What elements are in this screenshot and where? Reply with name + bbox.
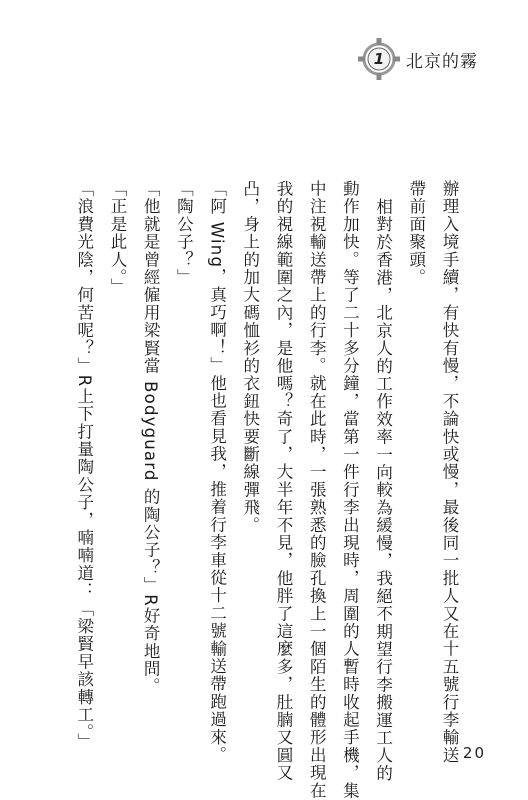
text-column: 我的視線範圍之內，是他嗎？奇了，大半年不見，他胖了這麼多，肚腩又圓又 xyxy=(273,180,293,782)
chapter-badge-icon xyxy=(356,36,402,82)
text-column: 中注視輸送帶上的行李。就在此時，一張熟悉的臉孔換上一個陌生的體形出現在 xyxy=(307,180,327,800)
text-column: 帶前面聚頭。 xyxy=(406,180,426,287)
text-column: 辦理入境手續，有快有慢，不論快或慢，最後同一批人又在十五號行李輸送 xyxy=(440,180,459,765)
text-column: 「正是此人。」 xyxy=(107,180,127,296)
text-column: 「他就是曾經僱用梁賢當 Bodyguard 的陶公子？」R好奇地問。 xyxy=(141,180,161,696)
body-text xyxy=(68,180,466,800)
text-column: 動作加快。等了二十多分鐘，當第一件行李出現時，周圍的人暫時收起手機，集 xyxy=(340,180,360,800)
text-column: 相對於香港，北京人的工作效率一向較為緩慢，我絕不期望行李搬運工人的 xyxy=(373,198,393,783)
chapter-title: 北京的霧 xyxy=(406,51,478,72)
text-column: 「浪費光陰，何苦呢？」R上下打量陶公子，喃喃道：「梁賢早該轉工。」 xyxy=(74,180,94,751)
text-column: 凸，身上的加大碼恤衫的衣鈕快要斷線彈飛。 xyxy=(240,180,260,534)
text-column: 「阿 Wing，真巧啊！」他也看見我，推着行李車從十二號輸送帶跑過來。 xyxy=(207,180,227,764)
text-column: 「陶公子？」 xyxy=(174,180,194,287)
chapter-number: 1 xyxy=(373,50,385,68)
page-number: 20 xyxy=(462,744,486,762)
chapter-header xyxy=(356,36,478,82)
